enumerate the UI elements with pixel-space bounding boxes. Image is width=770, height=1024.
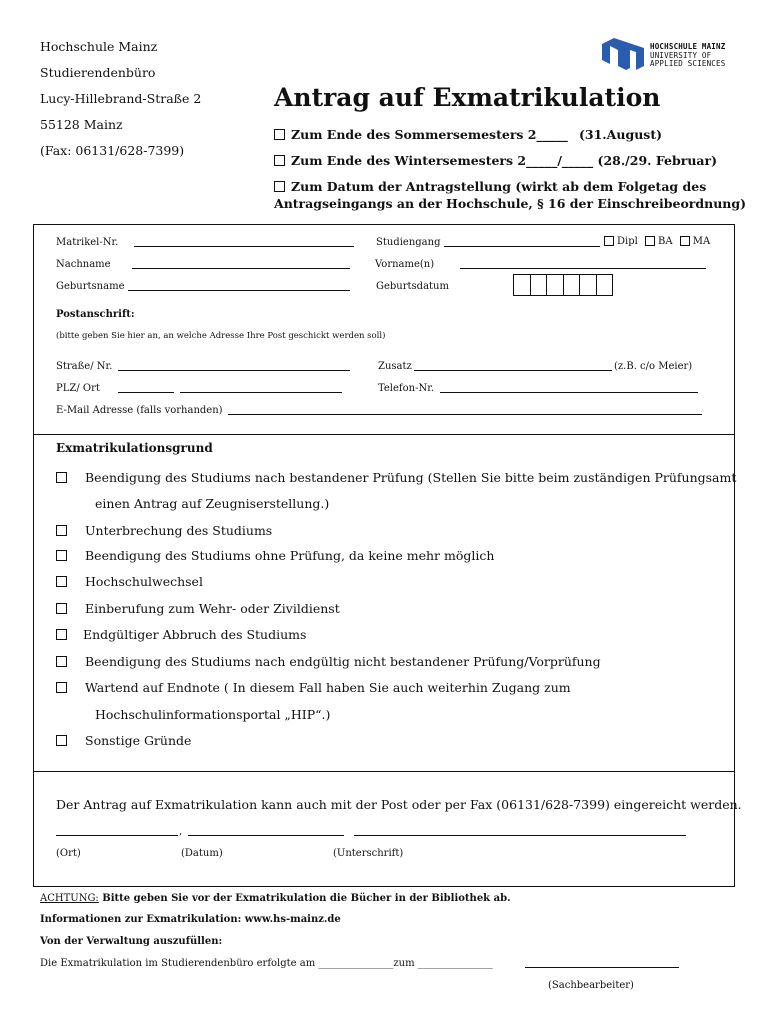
vorname-field[interactable] [460,259,706,269]
option-application-date[interactable] [274,179,706,194]
reason-item[interactable] [56,680,571,695]
checkbox[interactable] [56,472,67,483]
option-label: Zum Ende des Sommersemesters 2_____ [291,127,568,142]
checkbox[interactable] [274,155,285,166]
logo-text-line: UNIVERSITY OF [650,50,712,60]
checkbox[interactable] [56,603,67,614]
telefon-field[interactable] [440,383,698,393]
checkbox[interactable] [56,576,67,587]
checkbox-dipl[interactable] [604,236,614,246]
strasse-label: Straße/ Nr. [56,361,113,372]
reason-label: Beendigung des Studiums ohne Prüfung, da keine mehr möglich [85,548,495,563]
option-summer-date: (31.August) [579,127,663,142]
geburtsname-field[interactable] [128,281,350,291]
reason-item[interactable] [56,574,203,589]
logo-mark-icon [600,36,644,72]
checkbox[interactable] [56,682,67,693]
checkbox[interactable] [56,525,67,536]
reason-label: Einberufung zum Wehr- oder Zivildienst [85,601,340,616]
submission-note: Der Antrag auf Exmatrikulation kann auch mit der Post oder per Fax (06131/628-7399) eingereicht werden. [56,797,742,812]
plz-field[interactable] [118,383,174,393]
datum-sign-field[interactable] [188,826,344,836]
option-label: Zum Datum der Antragstellung (wirkt ab dem Folgetag des [291,179,707,194]
telefon-label: Telefon-Nr. [378,383,435,394]
zusatz-hint: (z.B. c/o Meier) [614,361,693,372]
plz-label: PLZ/ Ort [56,383,100,394]
email-label: E-Mail Adresse (falls vorhanden) [56,405,223,416]
matrikel-label: Matrikel-Nr. [56,237,119,248]
sender-address [40,34,201,164]
checkbox-ba[interactable] [645,236,655,246]
nachname-field[interactable] [132,259,350,269]
reason-label: Beendigung des Studiums nach endgültig nicht bestandener Prüfung/Vorprüfung [85,654,601,669]
achtung-label: ACHTUNG: [40,893,99,904]
achtung-notice [40,893,511,904]
address-line: (Fax: 06131/628-7399) [40,143,185,158]
zusatz-label: Zusatz [378,361,412,372]
info-line: Informationen zur Exmatrikulation: www.hs-mainz.de [40,914,341,925]
reasons-heading: Exmatrikulationsgrund [56,441,213,455]
reason-label: Beendigung des Studiums nach bestandener Prüfung (Stellen Sie bitte beim zuständigen Prüfungsamt [85,470,737,485]
comma: , [179,826,183,837]
reason-label: Wartend auf Endnote ( In diesem Fall haben Sie auch weiterhin Zugang zum [85,680,571,695]
degree-ma: MA [692,236,711,247]
unterschrift-caption: (Unterschrift) [333,848,404,859]
ort-caption: (Ort) [56,848,81,859]
reason-label: Unterbrechung des Studiums [85,523,273,538]
page-title: Antrag auf Exmatrikulation [274,83,661,112]
personal-data-section [33,224,735,435]
reason-item[interactable] [56,733,191,748]
reason-item[interactable] [56,523,272,538]
address-line: Studierendenbüro [40,65,156,80]
ort-field[interactable] [180,383,342,393]
reason-label-cont: einen Antrag auf Zeugniserstellung.) [95,496,330,511]
reason-label-cont: Hochschulinformationsportal „HIP“.) [95,707,331,722]
checkbox-ma[interactable] [680,236,690,246]
vorname-label: Vorname(n) [375,259,435,270]
email-field[interactable] [228,405,702,415]
logo-text-line: APPLIED SCIENCES [650,59,726,68]
reason-item[interactable] [56,548,494,563]
reason-item[interactable] [56,470,736,485]
reason-label: Hochschulwechsel [85,574,203,589]
reason-item[interactable] [56,654,601,669]
option-summer[interactable] [274,127,568,142]
option-label: Zum Ende des Wintersemesters 2_____/_____ (28./29. Februar) [291,153,718,168]
geburtsdatum-label: Geburtsdatum [376,281,449,292]
checkbox[interactable] [274,181,285,192]
reason-item[interactable] [56,627,306,642]
sachbearbeiter-caption: (Sachbearbeiter) [548,980,634,991]
ort-sign-field[interactable] [56,826,178,836]
checkbox[interactable] [56,629,67,640]
sachbearbeiter-field[interactable] [525,958,679,968]
logo-text-line: HOCHSCHULE MAINZ [650,42,726,51]
checkbox[interactable] [56,735,67,746]
matrikel-field[interactable] [134,237,354,247]
checkbox[interactable] [56,550,67,561]
option-winter[interactable] [274,153,717,168]
datum-caption: (Datum) [181,848,223,859]
degree-ba: BA [658,236,673,247]
nachname-label: Nachname [56,259,111,270]
reason-label: Sonstige Gründe [85,733,192,748]
option-label-cont: Antragseingangs an der Hochschule, § 16 der Einschreibeordnung) [274,196,747,211]
postanschrift-hint: (bitte geben Sie hier an, an welche Adresse Ihre Post geschickt werden soll) [56,331,386,341]
studiengang-field[interactable] [444,237,600,247]
signature-field[interactable] [354,826,686,836]
address-line: Lucy-Hillebrand-Straße 2 [40,91,202,106]
checkbox[interactable] [56,656,67,667]
studiengang-label: Studiengang [376,237,441,248]
checkbox[interactable] [274,129,285,140]
achtung-text: Bitte geben Sie vor der Exmatrikulation die Bücher in der Bibliothek ab. [98,893,511,904]
reason-item[interactable] [56,601,340,616]
address-line: Hochschule Mainz [40,39,158,54]
strasse-field[interactable] [118,361,350,371]
geburtsdatum-field[interactable] [513,274,613,296]
degree-options [604,236,710,247]
address-line: 55128 Mainz [40,117,123,132]
postanschrift-heading: Postanschrift: [56,309,135,320]
geburtsname-label: Geburtsname [56,281,125,292]
reason-label: Endgültiger Abbruch des Studiums [83,627,307,642]
admin-line: Die Exmatrikulation im Studierendenbüro erfolgte am _______________zum _______________ [40,958,493,969]
zusatz-field[interactable] [414,361,612,371]
admin-heading: Von der Verwaltung auszufüllen: [40,936,223,947]
degree-dipl: Dipl [617,236,638,247]
